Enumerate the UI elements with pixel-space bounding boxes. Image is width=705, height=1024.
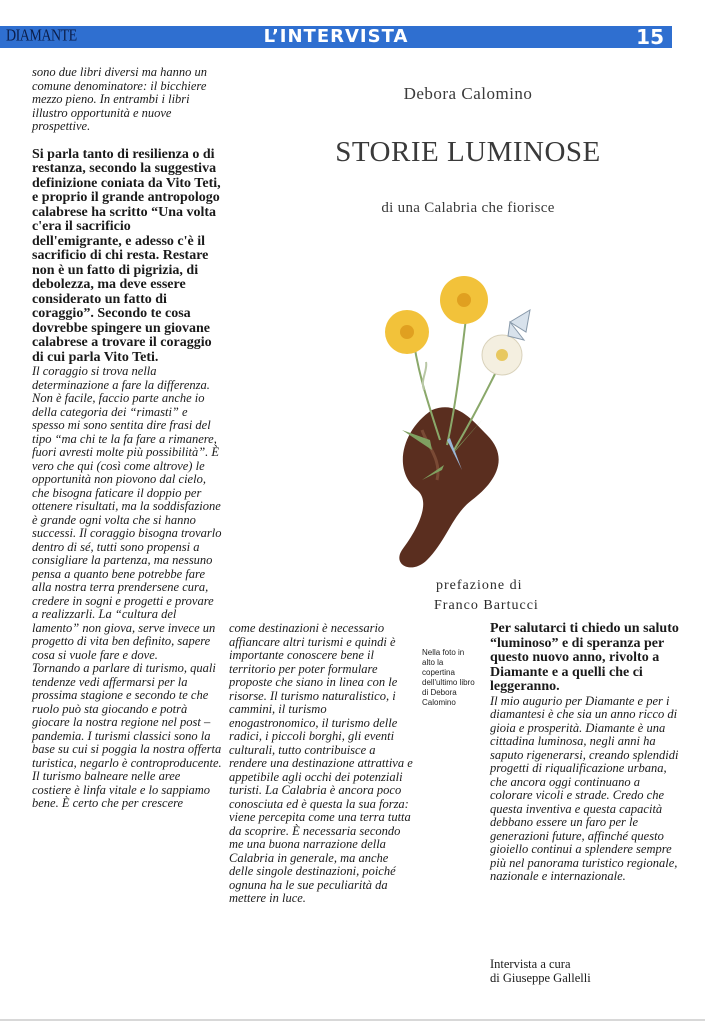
tourism-continued: come destinazioni è necessario affiancare altri turismi e quindi è importante conoscere bene il territorio per poter formulare proposte che siano in linea con le risorse. Il turismo naturalistico, i cammini, il turismo enogastronomico, il turismo delle radici, i piccoli borghi, gli eventi culturali, tutto contribuisce a rendere una destinazione attrattiva e appetibile agli occhi dei potenziali turisti. La Calabria è ancora poco conosciuta ed è questa la sua forza: viene percepita come una terra tutta da scoprire. È necessaria secondo me una buona narrazione della Calabria in generale, ma anche delle singole destinazioni, poiché ognuna ha le sue peculiarità da mettere in luce. [229,621,413,905]
cover-title: STORIE LUMINOSE [335,136,601,168]
answer-restanza: Il coraggio si trova nella determinazione a fare la differenza. Non è facile, faccio parte anche io della categoria dei “rimasti” e spesso mi sono sentita dire frasi del tipo “ma chi te la fa fare a rimanere, fuori avresti molte più possibilità”. È vero che qui (così come altrove) le opportunità non piovono dal cielo, che bisogna faticare il doppio per ottenere risultati, ma la soddisfazione è grande ogni volta che si hanno successi. Il coraggio bisogna trovarlo dentro di sé, tutti sono propensi a consigliare la partenza, ma nessuno pensa a quanto bene potrebbe fare alla nostra terra prendersene cura, credere in sogni e progetti e provare a realizzarli. La “cultura del lamento” non giova, serve invece un progetto di vita ben definito, sapere cosa si vuole fare e dove. [32,364,222,662]
column-1 [32,66,222,811]
credit-line-1: Intervista a cura [490,957,571,971]
column-3 [490,622,680,884]
column-2 [229,622,415,906]
question-greeting: Per salutarci ti chiedo un saluto “luminoso” e di speranza per questo nuovo anno, rivolto a Diamante e a quelli che ci leggeranno. [490,621,679,694]
cover-author: Debora Calomino [403,84,533,103]
magazine-brand: DIAMANTE [6,27,77,46]
page-number: 15 [636,25,664,49]
flower-illustration-icon [362,270,542,580]
header-bar [0,26,672,48]
answer-greeting: Il mio augurio per Diamante e per i diamantesi è che sia un anno ricco di gioia e prosperità. Diamante è una cittadina luminosa, negli anni ha saputo rigenerarsi, creando splendidi progetti di riqualificazione urbana, che ancora oggi continuano a colorare vicoli e strade. Credo che questa inventiva e questa capacità debbano essere un faro per le generazioni future, affinché questo gioiello continui a splendere sempre più nel panorama turistico regionale, nazionale e internazionale. [490,693,679,883]
bottom-divider [0,1019,705,1021]
cover-subtitle: di una Calabria che fiorisce [381,200,555,216]
tourism-paragraph: Tornando a parlare di turismo, quali tendenze vedi affermarsi per la prossima stagione e secondo te che ruolo può sta giocando e potrà giocare la nostra regione nel post – pandemia. I turismi classici sono la base su cui si poggia la nostra offerta turistica, negarlo è controproducente. Il turismo balneare nelle aree costiere è linfa vitale e lo sappiamo bene. È certo che per crescere [32,661,222,810]
intro-answer: sono due libri diversi ma hanno un comune denominatore: il bicchiere mezzo pieno. In entrambi i libri illustro opportunità e nuove prospettive. [32,65,207,133]
credit-line-2: di Giuseppe Gallelli [490,970,591,985]
question-restanza: Si parla tanto di resilienza o di restanza, secondo la suggestiva definizione coniata da Vito Teti, e proprio il grande antropologo calabrese ha scritto “Una volta c'era il sacrificio dell'emigrante, e adesso c'è il sacrificio di chi resta. Restare non è un fatto di pigrizia, di debolezza, ma deve essere considerato un fatto di coraggio”. Secondo te cosa dovrebbe spingere un giovane calabrese a trovare il coraggio di cui parla Vito Teti. [32,146,221,365]
interview-credit [490,958,680,985]
yellow-flower-top [440,276,488,324]
section-title: L’INTERVISTA [263,26,409,47]
cover-preface-label: prefazione di [436,578,523,593]
cover-preface-author: Franco Bartucci [434,598,539,613]
yellow-flower-left [385,310,429,354]
photo-caption: Nella foto in alto la copertina dell'ultimo libro di Debora Calomino [422,648,475,707]
white-flower-right [482,335,522,375]
book-cover [272,70,664,615]
